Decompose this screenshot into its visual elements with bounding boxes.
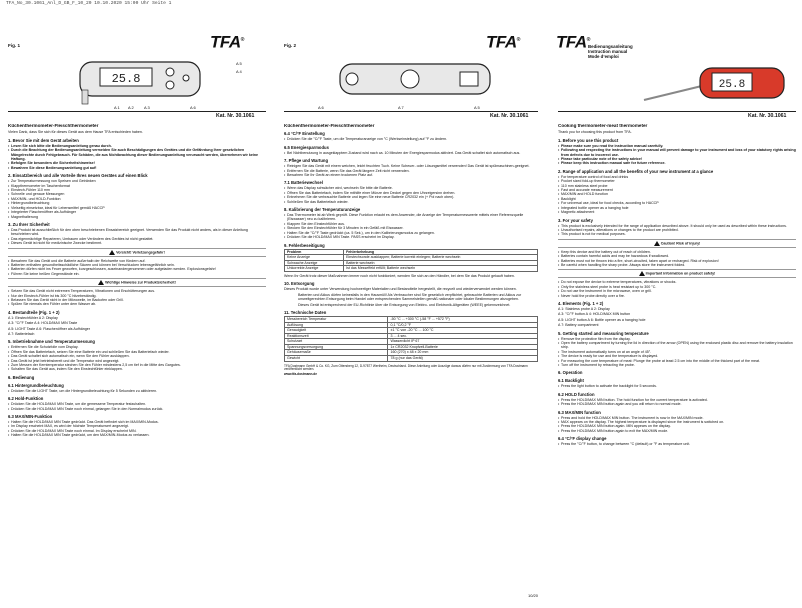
section-heading: 2. Range of application and all the benefits of your new instrument at a glance [558, 168, 714, 174]
label-a6: A 6 [190, 105, 196, 110]
warning-box: Wichtige Hinweise zur Produktsicherheit! [8, 278, 266, 287]
list: • Zur Temperaturmessung von Speisen und Getränken • Klappthermometer im Taschenformat • Einstech-Fühler 110 mm • Schnelle und genaue Messungen • MAX/MIN- und HOLD-Funktion • Hintergrundbeleuchtung • Vielseitig einsetzbar, ideal für Lebensmittel gemäß HACCP • Integrierter Flaschenöffner als Aufhänger • Magnethalterung [8, 179, 266, 219]
list: • Halten Sie die HOLD/MAX MIN Taste gedrückt. Das Gerät befindet sich im MAX/MIN-Modus. • Im Display erscheint MAX, es wird der höchste Temperaturwert angezeigt. • Drücken Sie die HOLD/MAX MIN Taste noch einmal. Im Display erscheint MIN. • Halten Sie die HOLD/MAX MIN Taste gedrückt, um den MAX/MIN-Modus zu verlassen. [8, 420, 266, 438]
thermometer-display: 25.8 [111, 72, 141, 86]
catalog-number: Kat. Nr. 30.1061 [490, 113, 529, 119]
print-header: TFA_No_30.1061_Anl_D_GB_F_10_20 10.10.2020 15:00 Uhr Seite 1 [6, 1, 172, 6]
section-heading: 6.4 °C/°F Einstellung [284, 131, 325, 137]
section-heading: 6. Bedienung [8, 374, 35, 380]
thermometer-image-2 [330, 58, 500, 108]
section-heading: 3. For your safety [558, 217, 593, 223]
list: • This product is exclusively intended for the range of application described above. It should only be used as described within these instructions. • Unauthorised repairs, alterations or changes to the product are prohibited. • This product is not for medical purposes. [558, 224, 796, 237]
label-a5: A 5 [236, 61, 242, 66]
warning-icon [639, 271, 645, 276]
warning-icon [98, 280, 104, 285]
list: • Press the light button to activate the backlight for 5 seconds. [558, 384, 796, 388]
section-heading: 7. Pflege und Wartung [284, 158, 329, 164]
list: • Setzen Sie das Gerät nicht extremen Temperaturen, Vibrationen und Erschütterungen aus. • Nur der Einstech-Fühler ist bis 300 °C hitzebeständig. • Belassen Sie das Gerät nicht in der Mikrowelle, im Backofen oder Grill. • Spülen Sie niemals den Fühler unter dem Wasser ab. [8, 289, 266, 307]
section-heading: 4. Bestandteile (Fig. 1 + 2) [8, 309, 60, 315]
section-heading: 2. Einsatzbereich und alle Vorteile Ihres neuen Gerätes auf einen Blick [8, 173, 148, 179]
section-heading: 8. Kalibrierung der Temperaturanzeige [284, 207, 361, 213]
list: • Das Thermometer ist ab Werk geprüft. Diese Funktion erlaubt es dem Anwender, die Anzeige der Temperaturmesswerte mittels einer Referenzquelle (Eiswasser) neu zu kalibrieren. • Klappen Sie den Einstechfühler aus. • Stecken Sie den Einstechfühler für 3 Minuten in ein Gefäß mit Eiswasser. • Halten Sie die °C/°F Taste gedrückt (ca. 5 Sek.), um in den Kalibrierungsmodus zu gelangen. • Drücken Sie die HOLD/MAX MIN Taste. PASS erscheint im Display. [284, 213, 538, 239]
list: • Drücken Sie die °C/°F Taste, um die Temperaturanzeige von °C (Werkseinstellung) auf °F zu ändern. [284, 137, 538, 141]
tfa-logo: TFA® [486, 32, 520, 52]
rule [558, 111, 796, 112]
subsection-heading: 6.1 Backlight [558, 378, 584, 384]
label-a1: A 1 [114, 105, 120, 110]
date-code: 10/20 [528, 593, 539, 598]
section-heading: 11. Technische Daten [284, 309, 327, 315]
label-a3: A 3 [144, 105, 150, 110]
label-a6: A 6 [318, 105, 324, 110]
subsection-heading: 6.4 °C/°F display change [558, 436, 607, 442]
thermometer-image-1 [60, 58, 220, 110]
section-heading: 6. Operation [558, 370, 583, 376]
page-title: Cooking thermometer-meat thermometer [558, 124, 648, 128]
label-a2: A 2 [128, 105, 134, 110]
german-manual-page1: Küchenthermometer-Fleischthermometer Vielen Dank, dass Sie sich für dieses Gerät aus dem Hause TFA entschieden haben. 1. Bevor Sie mit dem Gerät arbeiten • Lesen Sie sich bitte die Bedienungsanleitung genau durch. • Durch die Beachtung der Bedienungsanleitung vermeiden Sie auch Beschädigungen des Gerätes und die Gefährdung Ihrer gesetzlichen Mängelrechte durch Fehlgebrauch. Für Schäden, die aus Nichtbeachtung dieser Bedienungsanleitung verursacht werden, übernehmen wir keine Haftung. • Befolgen Sie besonders die Sicherheitshinweise! • Bewahren Sie diese Bedienungsanleitung gut auf! 2. Einsatzbereich und alle Vorteile Ihres neuen Gerätes auf einen Blick • Zur Temperaturmessung von Speisen und Getränken • Klappthermometer im Taschenformat • Einstech-Fühler 110 mm • Schnelle und genaue Messungen • MAX/MIN- und HOLD-Funktion • Hintergrundbeleuchtung • Vielseitig einsetzbar, ideal für Lebensmittel gemäß HACCP • Integrierter Flaschenöffner als Aufhänger • Magnethalterung 3. Zu Ihrer Sicherheit • Das Produkt ist ausschließlich für den oben beschriebenen Einsatzbereich geeignet. Verwenden Sie das Produkt nicht anders, als in dieser Anleitung beschrieben wird. • Das eigenmächtige Reparieren, Umbauen oder Verändern des Gerätes ist nicht gestattet. • Dieses Gerät ist nicht für medizinische Zwecke bestimmt. Vorsicht! Verletzungsgefahr! • Bewahren Sie das Gerät und die Batterie außerhalb der Reichweite von Kindern auf. • Batterien enthalten gesundheitsschädliche Säuren und können bei Verschlucken lebensgefährlich sein. • Batterien dürfen nicht ins Feuer geworfen, kurzgeschlossen, auseinandergenommen oder aufgeladen werden. Explosionsgefahr! • Führen Sie keine heißen Gegenstände ein. Wichtige Hinweise zur Produktsicherheit! • Setzen Sie das Gerät nicht extremen Temperaturen, Vibrationen und Erschütterungen aus. • Nur der Einstech-Fühler ist bis 300 °C hitzebeständig. • Belassen Sie das Gerät nicht in der Mikrowelle, im Backofen oder Grill. • Spülen Sie niemals den Fühler unter dem Wasser ab. 4. Bestandteile (Fig. 1 + 2) A 1: Einstechfühler A 2: Display A 3: °C/°F Taste A 4: HOLD/MAX MIN Taste A 5: LIGHT Taste A 6: Flaschenöffner als Aufhänger A 7: Batteriefach 5. Inbetriebnahme und Temperaturmessung • Entfernen Sie die Schutzfolie vom Display. • Öffnen Sie das Batteriefach, setzen Sie eine Batterie ein und schließen Sie das Batteriefach wieder. • Das Gerät schaltet sich automatisch ein, wenn Sie den Fühler ausklappen. • Das Gerät ist jetzt betriebsbereit und die Temperatur wird angezeigt. • Zum Messen der Kerntemperatur stechen Sie den Fühler mindestens 2,5 cm tief in die Mitte des Gargutes. • Schalten Sie das Gerät aus, indem Sie den Einstechfühler einklappen. 6. Bedienung 6.1 Hintergrundbeleuchtung • Drücken Sie die LIGHT Taste, um die Hintergrundbeleuchtung für 5 Sekunden zu aktivieren. 6.2 Hold-Funktion • Drücken Sie die HOLD/MAX MIN Taste, um die gemessene Temperatur festzuhalten. • Drücken Sie die HOLD/MAX MIN Taste noch einmal, gelangen Sie in den Normalmodus zurück. 6.3 MAX/MIN-Funktion • Halten Sie die HOLD/MAX MIN Taste gedrückt. Das Gerät befindet sich im MAX/MIN-Modus. • Im Display erscheint MAX, es wird der höchste Temperaturwert angezeigt. • Drücken Sie die HOLD/MAX MIN Taste noch einmal. Im Display erscheint MIN. • Halten Sie die HOLD/MAX MIN Taste gedrückt, um den MAX/MIN-Modus zu verlassen. [8, 124, 266, 600]
section-heading: 1. Bevor Sie mit dem Gerät arbeiten [8, 137, 79, 143]
page-title: Küchenthermometer-Fleischthermometer [284, 124, 375, 128]
label-a7: A 7 [398, 105, 404, 110]
warning-box: Important information on product safety! [558, 269, 796, 278]
subsection-heading: 6.1 Hintergrundbeleuchtung [8, 382, 64, 388]
troubleshooting-table: Problem Fehlerbehebung Keine Anzeige Einstechsonde ausklappen; Batterie korrekt einlegen; Batterie wechseln Schwache Anzeige Batterie wechseln Unkorrekte Anzeige Ist das Messeffekt erfüllt; Batterie wechseln [284, 249, 538, 272]
specs-table: Messbereich Temperatur -50 °C ... +300 °C (-58 °F ... +572 °F) Auflösung 0,1 °C/0,2 °F Genauigkeit ±1 °C von -20 °C ... 100 °C Reaktionszeit 3 ... 4 sec. Schutzart Wasserdicht IP 67 Spannungsversorgung 1x CR2032 Knopfzell-Batterie Gehäusemaße 160 (270) x 48 x 20 mm Gewicht 78 g (nur das Gerät) [284, 316, 538, 362]
rule [8, 111, 266, 112]
list: • Keep this device and the battery out of reach of children. • Batteries contain harmful acids and may be hazardous if swallowed. • Batteries must not be thrown into a fire, short-circuited, taken apart or recharged. Risk of explosion! • Be careful when handling the sharp probe. Always store the instrument folded. [558, 250, 796, 268]
warning-box: Caution! Risk of injury! [558, 239, 796, 248]
list: • Das Produkt ist ausschließlich für den oben beschriebenen Einsatzbereich geeignet. Verwenden Sie das Produkt nicht anders, als in dieser Anleitung beschrieben wird. • Das eigenmächtige Reparieren, Umbauen oder Verändern des Gerätes ist nicht gestattet. • Dieses Gerät ist nicht für medizinische Zwecke bestimmt. [8, 228, 266, 246]
list: • Remove the protective film from the display. • Open the battery compartment by turning the lid in direction of the arrow (OPEN) using the enclosed plastic disc and remove the battery insulation strip. • The instrument automatically turns on at an angle of 45°. • The device is ready for use and the temperature is displayed. • For measuring the core temperature of meat: Plunge the probe at least 2.5 cm into the middle of the thickest part of the meat. • Turn off the instrument by retracting the probe. [558, 337, 796, 368]
section-heading: 9. Fehlerbeseitigung [284, 242, 325, 248]
section-heading: 5. Getting started and measuring temperature [558, 330, 649, 336]
list: • Lesen Sie sich bitte die Bedienungsanleitung genau durch. • Durch die Beachtung der Bedienungsanleitung vermeiden Sie auch Beschädigungen des Gerätes und die Gefährdung Ihrer gesetzlichen Mängelrechte durch Fehlgebrauch. Für Schäden, die aus Nichtbeachtung dieser Bedienungsanleitung verursacht werden, übernehmen wir keine Haftung. • Befolgen Sie besonders die Sicherheitshinweise! • Bewahren Sie diese Bedienungsanleitung gut auf! [8, 144, 266, 170]
list: • For temperature control of food and drinks • Pocket sized fold-up thermometer • 110 mm stainless steel probe • Fast and accurate measurement • MAX/MIN and HOLD function • Backlight • For universal use, ideal for food checks, according to HACCP • Integrated bottle opener as a hanging hole • Magnetic attachment [558, 175, 796, 215]
catalog-number: Kat. Nr. 30.1061 [216, 113, 255, 119]
subsection-heading: 7.1 Batteriewechsel [284, 180, 323, 186]
tfa-logo: TFA® [210, 32, 244, 52]
list: • Entfernen Sie die Schutzfolie vom Display. • Öffnen Sie das Batteriefach, setzen Sie eine Batterie ein und schließen Sie das Batteriefach wieder. • Das Gerät schaltet sich automatisch ein, wenn Sie den Fühler ausklappen. • Das Gerät ist jetzt betriebsbereit und die Temperatur wird angezeigt. • Zum Messen der Kerntemperatur stechen Sie den Fühler mindestens 2,5 cm tief in die Mitte des Gargutes. • Schalten Sie das Gerät aus, indem Sie den Einstechfühler einklappen. [8, 345, 266, 371]
list: • Wenn das Display schwächer wird, wechseln Sie bitte die Batterie. • Öffnen Sie das Batteriefach, indem Sie mithilfe einer Münze den Deckel gegen den Uhrzeigersinn drehen. • Entnehmen Sie die verbrauchte Batterie und legen Sie eine neue Batterie CR2032 ein (+ Pol nach oben). • Schließen Sie das Batteriefach wieder. [284, 186, 538, 204]
label-a4: A 4 [236, 69, 242, 74]
section-heading: 4. Elements (Fig. 1 + 2) [558, 300, 604, 306]
svg-text:25.8: 25.8 [718, 79, 746, 91]
section-heading: 5. Inbetriebnahme und Temperaturmessung [8, 339, 95, 345]
manual-titles: Bedienungsanleitung Instruction manual Mode d’emploi [588, 44, 633, 60]
subsection-heading: 6.2 Hold-Funktion [8, 396, 44, 402]
german-manual-page2: Küchenthermometer-Fleischthermometer 6.4 °C/°F Einstellung • Drücken Sie die °C/°F Taste, um die Temperaturanzeige von °C (Werkseinstellung) auf °F zu ändern. 6.5 Energiesparmodus • Bei Nichtbenutzung in ausgeklapptem Zustand wird nach ca. 10 Minuten der Energiesparmodus aktiviert. Das Gerät schaltet sich automatisch aus. 7. Pflege und Wartung • Reinigen Sie das Gerät mit einem weichen, leicht feuchten Tuch. Keine Scheuer- oder Lösungsmittel verwenden! Das Gerät ist spülmaschinen-geeignet. • Entfernen Sie die Batterie, wenn Sie das Gerät längere Zeit nicht verwenden. • Bewahren Sie Ihr Gerät an einem trockenen Platz auf. 7.1 Batteriewechsel • Wenn das Display schwächer wird, wechseln Sie bitte die Batterie. • Öffnen Sie das Batteriefach, indem Sie mithilfe einer Münze den Deckel gegen den Uhrzeigersinn drehen. • Entnehmen Sie die verbrauchte Batterie und legen Sie eine neue Batterie CR2032 ein (+ Pol nach oben). • Schließen Sie das Batteriefach wieder. 8. Kalibrierung der Temperaturanzeige • Das Thermometer ist ab Werk geprüft. Diese Funktion erlaubt es dem Anwender, die Anzeige der Temperaturmesswerte mittels einer Referenzquelle (Eiswasser) neu zu kalibrieren. • Klappen Sie den Einstechfühler aus. • Stecken Sie den Einstechfühler für 3 Minuten in ein Gefäß mit Eiswasser. • Halten Sie die °C/°F Taste gedrückt (ca. 5 Sek.), um in den Kalibrierungsmodus zu gelangen. • Drücken Sie die HOLD/MAX MIN Taste. PASS erscheint im Display. 9. Fehlerbeseitigung Problem Fehlerbehebung Keine Anzeige Einstechsonde ausklappen; Batterie korrekt einlegen; Batterie wechseln Schwache Anzeige Batterie wechseln Unkorrekte Anzeige Ist das Messeffekt erfüllt; Batterie wechseln Wenn Ihr Gerät trotz dieser Maßnahmen immer noch nicht funktioniert, wenden Sie sich an den Händler, bei dem Sie das Produkt gekauft haben. 10. Entsorgung Dieses Produkt wurde unter Verwendung hochwertiger Materialien und Bestandteile hergestellt, die recycelt und wiederverwendet werden können. Batterien und Akkus dürfen keinesfalls in den Hausmüll! Als Verbraucher sind Sie gesetzlich verpflichtet, gebrauchte Batterien und Akkus zur umweltgerechten Entsorgung beim Handel oder entsprechenden Sammelstellen gemäß nationaler oder lokaler Bestimmungen abzugeben. Dieses Gerät ist entsprechend der EU-Richtlinie über die Entsorgung von Elektro- und Elektronik-Altgeräten (WEEE) gekennzeichnet. 11. Technische Daten Messbereich Temperatur -50 °C ... +300 °C (-58 °F ... +572 °F) Auflösung 0,1 °C/0,2 °F Genauigkeit ±1 °C von -20 °C ... 100 °C Reaktionszeit 3 ... 4 sec. Schutzart Wasserdicht IP 67 Spannungsversorgung 1x CR2032 Knopfzell-Batterie Gehäusemaße 160 (270) x 48 x 20 mm Gewicht 78 g (nur das Gerät) TFA Dostmann GmbH & Co. KG, Zum Ottersberg 12, D-97877 Wertheim, Deutschland. Diese Anleitung oder Auszüge daraus dürfen nur mit Zustimmung von TFA Dostmann veröffentlicht werden. www.tfa-dostmann.de [284, 124, 538, 600]
subsection-heading: 6.3 MAX/MIN function [558, 409, 601, 415]
list: • Do not expose the device to extreme temperatures, vibrations or shocks. • Only the stainless steel probe is heat resistant up to 300 °C. • Do not use the instrument in the microwave, oven or grill. • Never hold the probe directly over a fire. [558, 280, 796, 298]
subsection-heading: 6.3 MAX/MIN-Funktion [8, 414, 53, 420]
list: • Press the °C/°F button, to change between °C (default) or °F as temperature unit. [558, 442, 796, 446]
list: • Reinigen Sie das Gerät mit einem weichen, leicht feuchten Tuch. Keine Scheuer- oder Lösungsmittel verwenden! Das Gerät ist spülmaschinen-geeignet. • Entfernen Sie die Batterie, wenn Sie das Gerät längere Zeit nicht verwenden. • Bewahren Sie Ihr Gerät an einem trockenen Platz auf. [284, 164, 538, 177]
warning-icon [109, 250, 115, 255]
figure-label-2: Fig. 2 [284, 43, 296, 48]
list: • Press the HOLD/MAX MIN button. The hold function for the current temperature is activated. • Press the HOLD/MAX MIN button again and you will return to normal mode. [558, 398, 796, 407]
section-heading: 6.5 Energiesparmodus [284, 144, 329, 150]
list: • Press and hold the HOLD/MAX MIN button. The instrument is now in the MAX/MIN mode. • MAX appears on the display. The highest temperature is displayed since the instrument is switched on. • Press the HOLD/MAX MIN button again. MIN appears on the display. • Press the HOLD/MAX MIN button again to exit the MAX/MIN mode. [558, 416, 796, 434]
figure-label-1: Fig. 1 [8, 43, 20, 48]
label-a5: A 5 [474, 105, 480, 110]
section-heading: 10. Entsorgung [284, 281, 315, 287]
tfa-logo: TFA® [556, 32, 590, 52]
section-heading: 1. Before you use this product [558, 137, 619, 143]
page-title: Küchenthermometer-Fleischthermometer [8, 124, 99, 128]
list: • Bei Nichtbenutzung in ausgeklapptem Zustand wird nach ca. 10 Minuten der Energiesparmodus aktiviert. Das Gerät schaltet sich automatisch aus. [284, 151, 538, 155]
catalog-number: Kat. Nr. 30.1061 [748, 113, 787, 119]
list: • Drücken Sie die HOLD/MAX MIN Taste, um die gemessene Temperatur festzuhalten. • Drücken Sie die HOLD/MAX MIN Taste noch einmal, gelangen Sie in den Normalmodus zurück. [8, 402, 266, 411]
warning-box: Vorsicht! Verletzungsgefahr! [8, 248, 266, 257]
list: • Please make sure you read the instruction manual carefully. • Following and respecting the instructions in your manual will prevent damage to your instrument and loss of your statutory rights arising from defects due to incorrect use. • Please take particular note of the safety advice! • Please keep this instruction manual safe for future reference. [558, 144, 796, 166]
section-heading: 3. Zu Ihrer Sicherheit [8, 221, 50, 227]
warning-icon [654, 241, 660, 246]
thermometer-image-3 [640, 60, 790, 110]
subsection-heading: 6.2 HOLD function [558, 391, 595, 397]
rule [284, 111, 538, 112]
english-manual: Cooking thermometer-meat thermometer Thank you for choosing this product from TFA. 1. Before you use this product • Please make sure you read the instruction manual carefully. • Following and respecting the instructions in your manual will prevent damage to your instrument and loss of your statutory rights arising from defects due to incorrect use. • Please take particular note of the safety advice! • Please keep this instruction manual safe for future reference. 2. Range of application and all the benefits of your new instrument at a glance • For temperature control of food and drinks • Pocket sized fold-up thermometer • 110 mm stainless steel probe • Fast and accurate measurement • MAX/MIN and HOLD function • Backlight • For universal use, ideal for food checks, according to HACCP • Integrated bottle opener as a hanging hole • Magnetic attachment 3. For your safety • This product is exclusively intended for the range of application described above. It should only be used as described within these instructions. • Unauthorised repairs, alterations or changes to the product are prohibited. • This product is not for medical purposes. Caution! Risk of injury! • Keep this device and the battery out of reach of children. • Batteries contain harmful acids and may be hazardous if swallowed. • Batteries must not be thrown into a fire, short-circuited, taken apart or recharged. Risk of explosion! • Be careful when handling the sharp probe. Always store the instrument folded. Important information on product safety! • Do not expose the device to extreme temperatures, vibrations or shocks. • Only the stainless steel probe is heat resistant up to 300 °C. • Do not use the instrument in the microwave, oven or grill. • Never hold the probe directly over a fire. 4. Elements (Fig. 1 + 2) A 1: Stainless probe A 2: Display A 3: °C/°F button A 4: HOLD/MAX MIN button A 5: LIGHT button A 6: Bottle opener as a hanging hole A 7: Battery compartment 5. Getting started and measuring temperature • Remove the protective film from the display. • Open the battery compartment by turning the lid in direction of the arrow (OPEN) using the enclosed plastic disc and remove the battery insulation strip. • The instrument automatically turns on at an angle of 45°. • The device is ready for use and the temperature is displayed. • For measuring the core temperature of meat: Plunge the probe at least 2.5 cm into the middle of the thickest part of the meat. • Turn off the instrument by retracting the probe. 6. Operation 6.1 Backlight • Press the light button to activate the backlight for 5 seconds. 6.2 HOLD function • Press the HOLD/MAX MIN button. The hold function for the current temperature is activated. • Press the HOLD/MAX MIN button again and you will return to normal mode. 6.3 MAX/MIN function • Press and hold the HOLD/MAX MIN button. The instrument is now in the MAX/MIN mode. • MAX appears on the display. The highest temperature is displayed since the instrument is switched on. • Press the HOLD/MAX MIN button again. MIN appears on the display. • Press the HOLD/MAX MIN button again to exit the MAX/MIN mode. 6.4 °C/°F display change • Press the °C/°F button, to change between °C (default) or °F as temperature unit. [558, 124, 796, 600]
intro: Vielen Dank, dass Sie sich für dieses Gerät aus dem Hause TFA entschieden haben. [8, 130, 143, 135]
list: • Drücken Sie die LIGHT Taste, um die Hintergrundbeleuchtung für 5 Sekunden zu aktivieren. [8, 389, 266, 393]
list: • Bewahren Sie das Gerät und die Batterie außerhalb der Reichweite von Kindern auf. • Batterien enthalten gesundheitsschädliche Säuren und können bei Verschlucken lebensgefährlich sein. • Batterien dürfen nicht ins Feuer geworfen, kurzgeschlossen, auseinandergenommen oder aufgeladen werden. Explosionsgefahr! • Führen Sie keine heißen Gegenstände ein. [8, 259, 266, 277]
